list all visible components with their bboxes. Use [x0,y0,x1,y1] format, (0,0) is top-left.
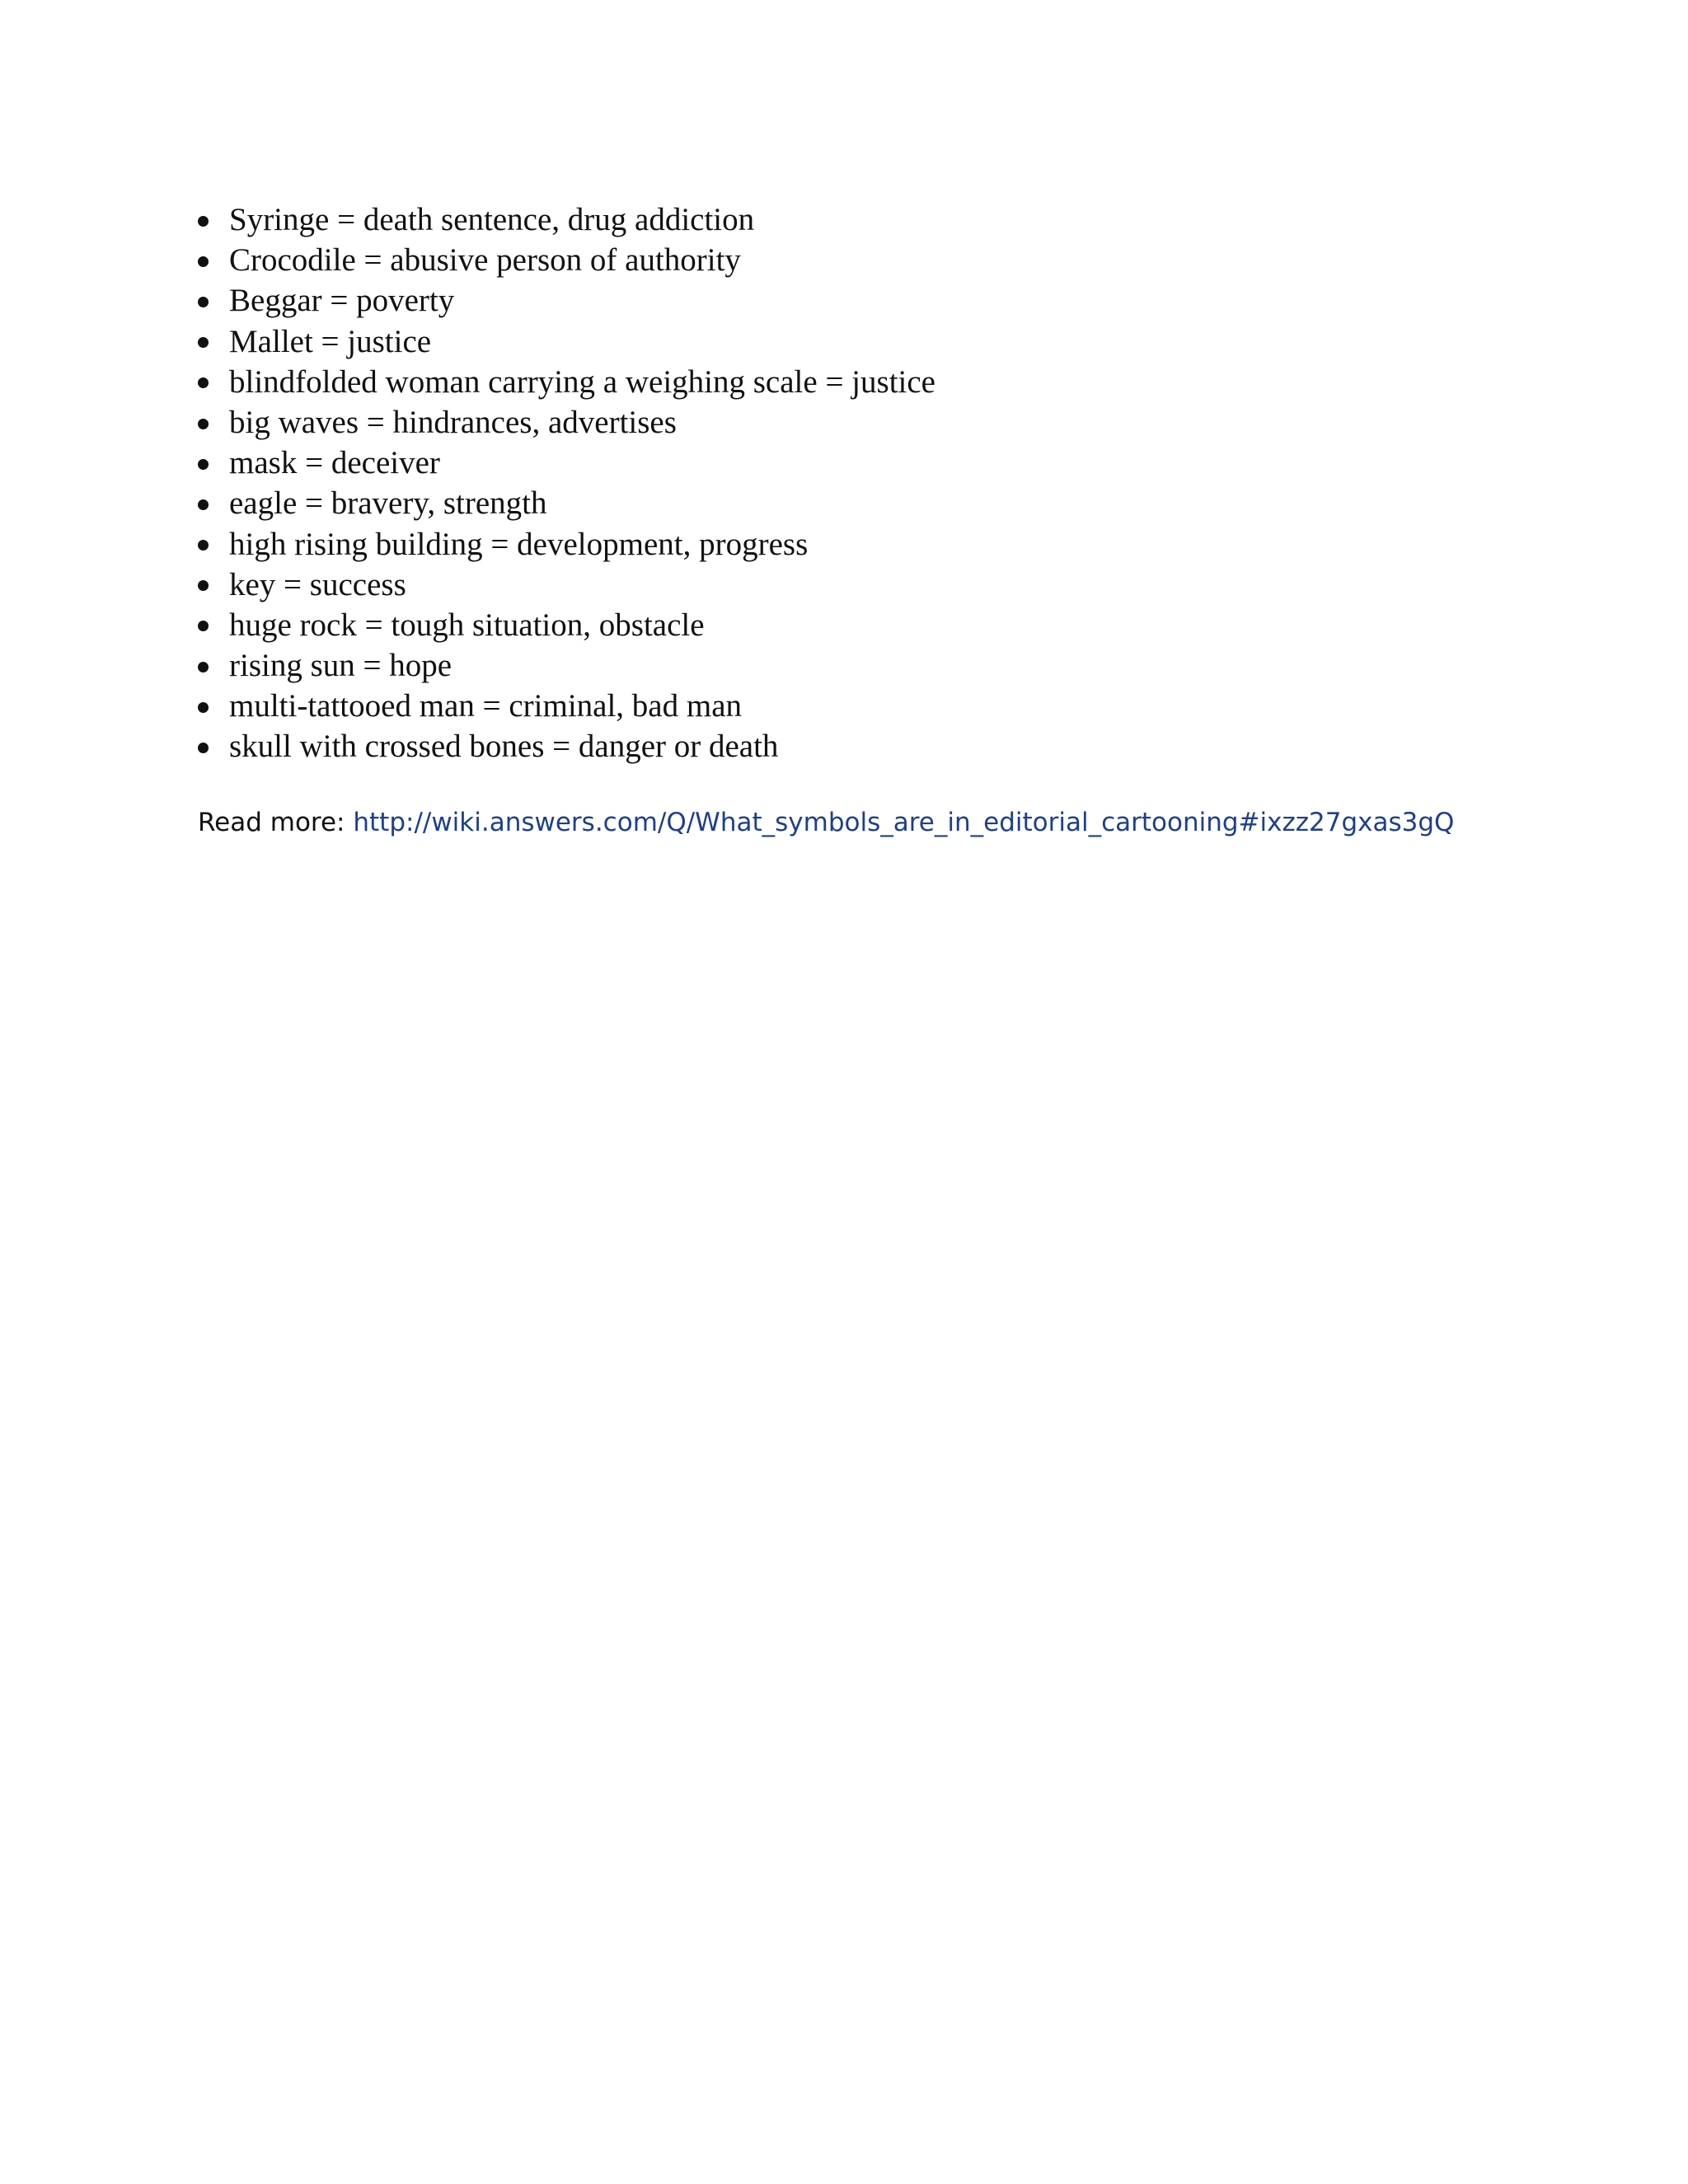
list-item-text: rising sun = hope [229,648,452,684]
list-item-text: Mallet = justice [229,323,432,359]
list-item [196,645,935,686]
list-item [196,686,935,726]
list-item [196,240,935,280]
bullet-icon [198,702,209,713]
list-item [196,443,935,483]
list-item [196,362,935,402]
list-item [196,280,935,321]
read-more-line [198,804,1454,841]
list-item-text: blindfolded woman carrying a weighing scale = justice [229,363,935,400]
bullet-icon [198,743,209,753]
bullet-icon [198,297,209,307]
list-item [196,565,935,605]
list-item-text: big waves = hindrances, advertises [229,404,677,440]
list-item [196,402,935,443]
list-item-text: Beggar = poverty [229,283,455,319]
bullet-icon [198,580,209,591]
list-item [196,483,935,523]
list-item-text: eagle = bravery, strength [229,485,547,522]
read-more-label: Read more: [198,808,354,837]
bullet-icon [198,540,209,551]
bullet-icon [198,459,209,470]
list-item-text: mask = deceiver [229,445,440,481]
bullet-icon [198,419,209,429]
bullet-icon [198,377,209,388]
list-item [196,726,935,766]
list-item-text: Crocodile = abusive person of authority [229,242,741,279]
bullet-icon [198,337,209,348]
bullet-icon [198,256,209,267]
list-item-text: skull with crossed bones = danger or death [229,729,779,765]
bullet-icon [198,216,209,227]
list-item [196,605,935,645]
list-item [196,321,935,362]
list-item-text: high rising building = development, progress [229,526,809,562]
list-item-text: key = success [229,566,406,602]
bullet-icon [198,499,209,510]
list-item-text: Syringe = death sentence, drug addiction [229,202,755,237]
bullet-icon [198,621,209,631]
symbol-list [196,199,935,767]
bullet-icon [198,662,209,673]
list-item-text: huge rock = tough situation, obstacle [229,607,705,643]
read-more-link[interactable]: http://wiki.answers.com/Q/What_symbols_are_in_editorial_cartooning#ixzz27gxas3gQ [353,808,1455,837]
list-item-text: multi-tattooed man = criminal, bad man [229,688,743,724]
list-item [196,524,935,565]
list-item [196,199,935,240]
